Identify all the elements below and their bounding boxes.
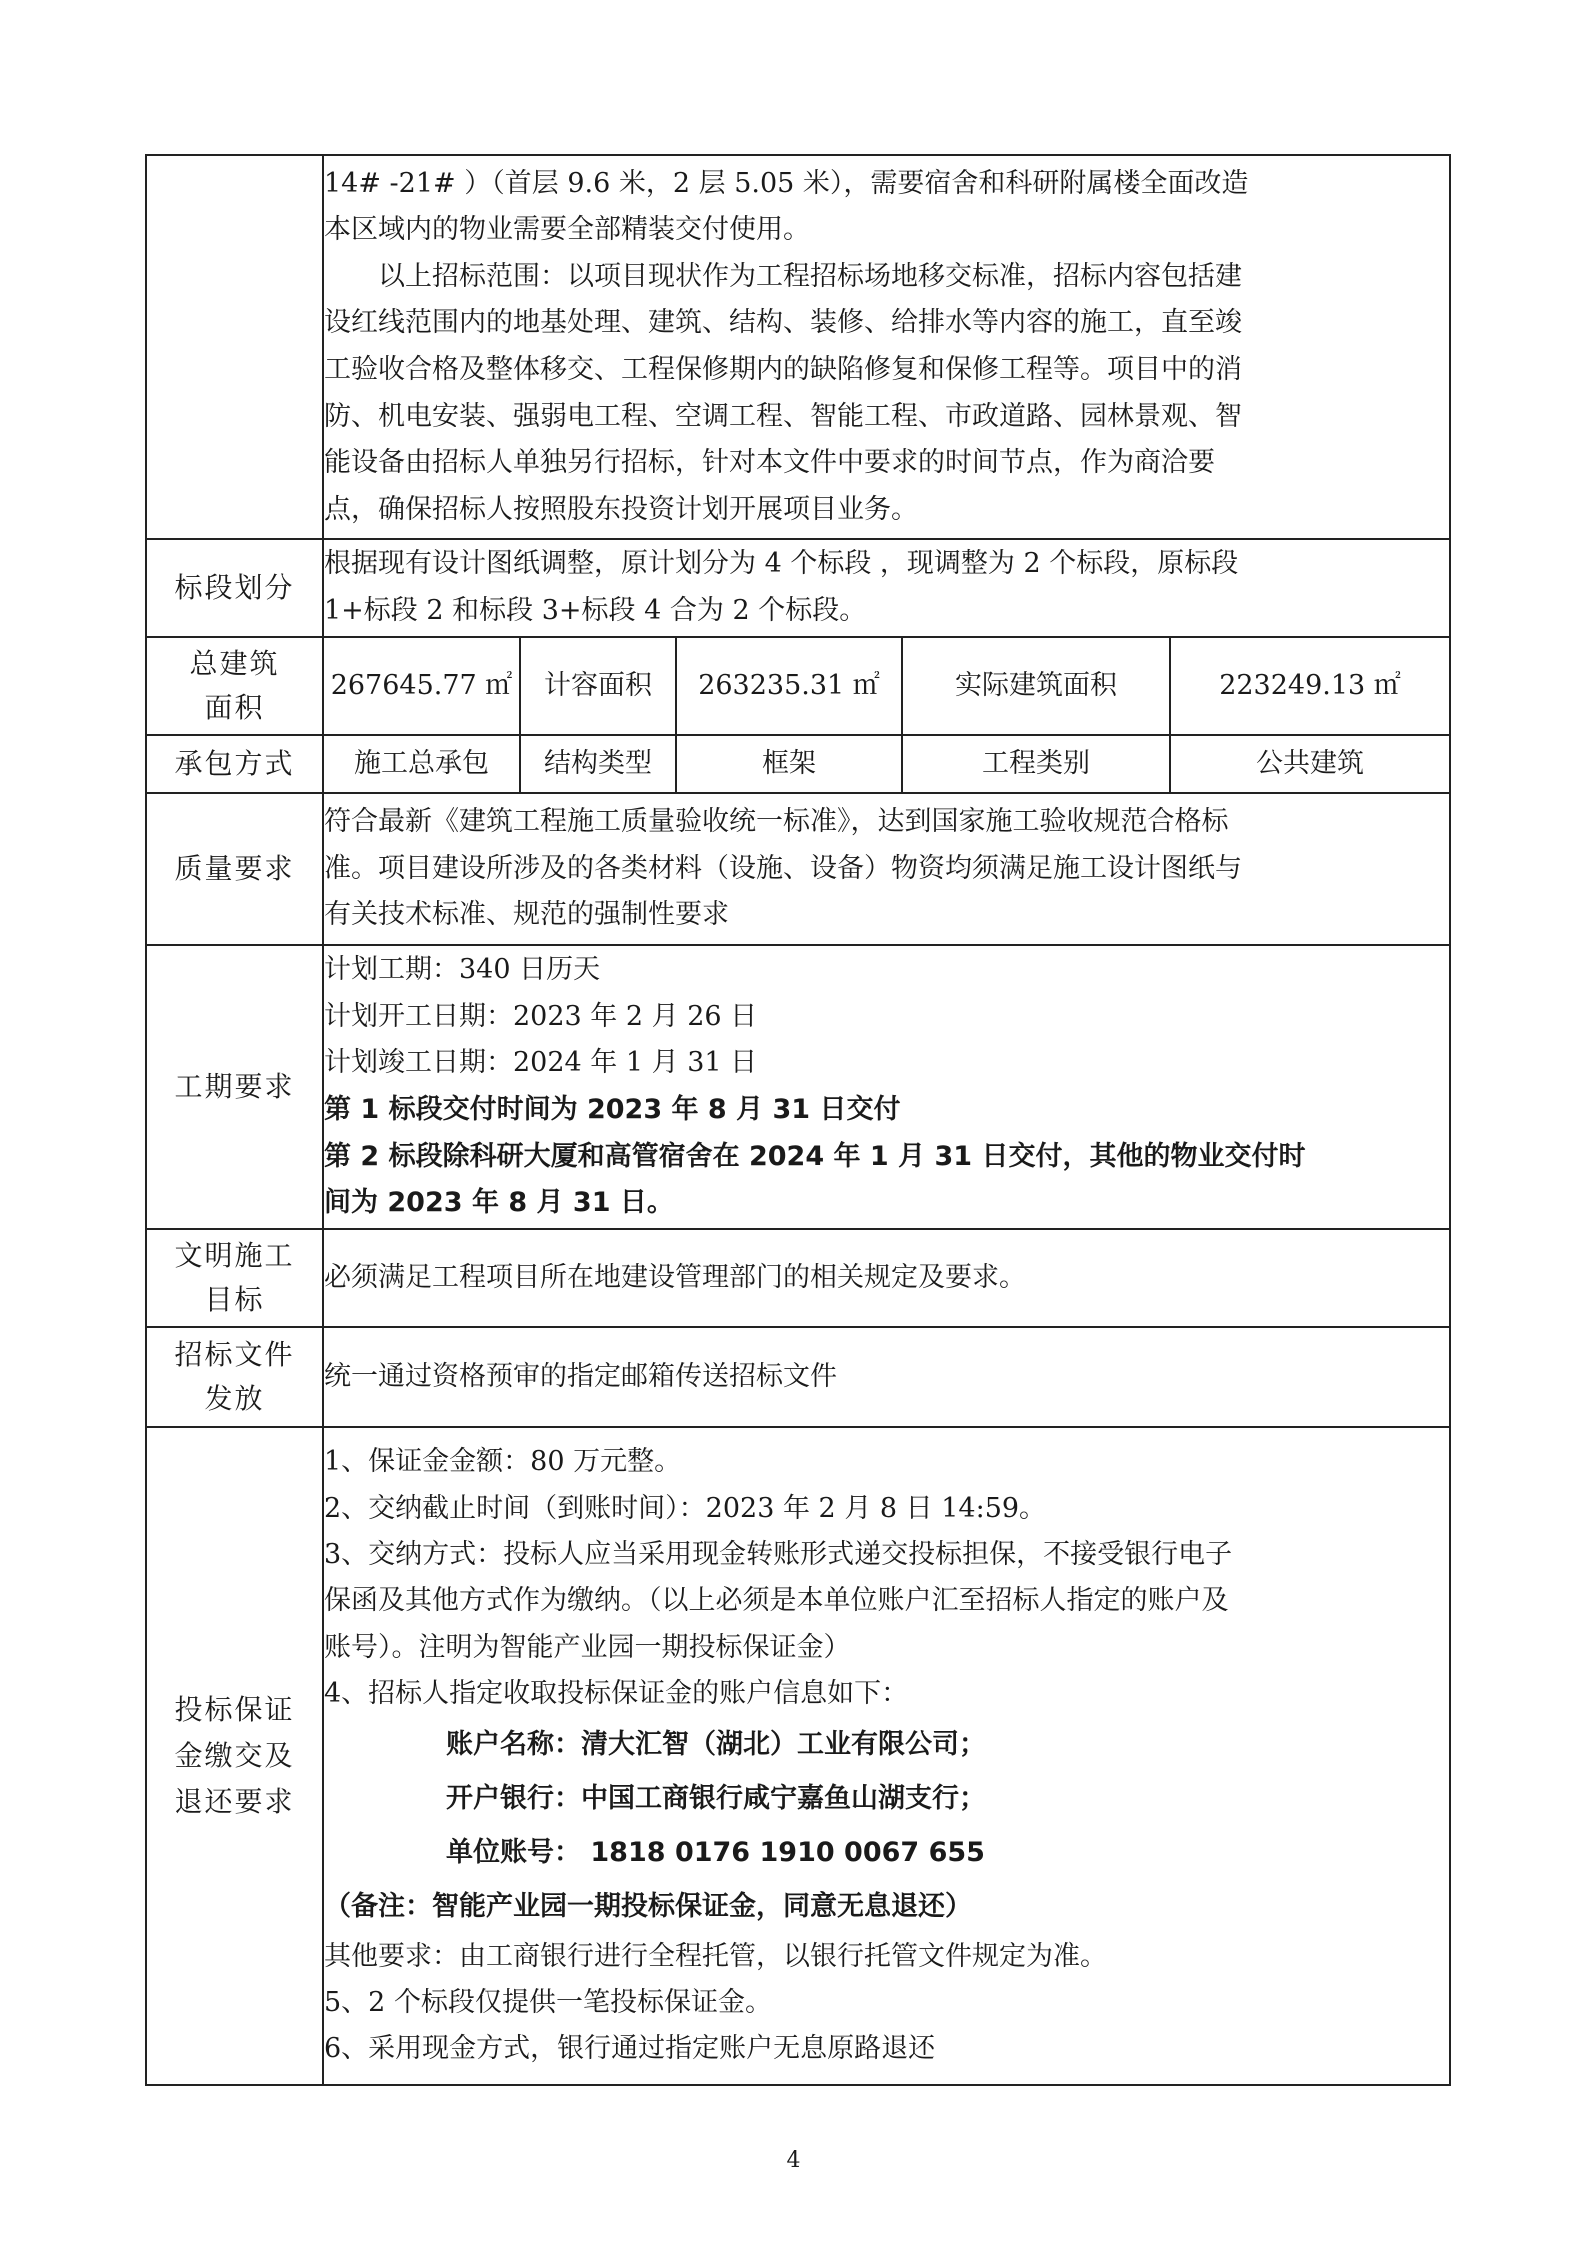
total-area-value: 267645.77 ㎡ — [323, 637, 520, 735]
scope-paragraph-line: 设红线范围内的地基处理、建筑、结构、装修、给排水等内容的施工，直至竣 — [324, 307, 1242, 339]
far-area-label: 计容面积 — [520, 637, 676, 735]
schedule-bold-line: 第 2 标段除科研大厦和高管宿舍在 2024 年 1 月 31 日交付，其他的物业交付时 — [324, 1140, 1306, 1172]
schedule-line: 计划工期：340 日历天 — [324, 954, 601, 986]
schedule-bold-line: 间为 2023 年 8 月 31 日。 — [324, 1187, 674, 1219]
deposit-line: 2、交纳截止时间（到账时间）：2023 年 2 月 8 日 14:59。 — [324, 1492, 1047, 1524]
scope-row — [146, 155, 1450, 539]
account-name: 账户名称：清大汇智（湖北）工业有限公司； — [446, 1728, 986, 1760]
deposit-label — [146, 1427, 323, 2085]
far-area-value: 263235.31 ㎡ — [676, 637, 902, 735]
contract-method-label: 承包方式 — [146, 735, 323, 793]
civilized-row — [146, 1229, 1450, 1327]
contract-row — [146, 735, 1450, 793]
project-category-value: 公共建筑 — [1170, 735, 1450, 793]
section-division-line: 根据现有设计图纸调整，原计划分为 4 个标段 ，现调整为 2 个标段，原标段 — [324, 548, 1239, 580]
quality-label: 质量要求 — [146, 793, 323, 945]
deposit-label-line: 退还要求 — [174, 1785, 295, 1818]
civilized-label-line: 文明施工 — [174, 1239, 295, 1272]
section-division-line: 1+标段 2 和标段 3+标段 4 合为 2 个标段。 — [324, 595, 867, 626]
scope-text-cell — [323, 155, 1450, 539]
civilized-label — [146, 1229, 323, 1327]
contract-method-value: 施工总承包 — [323, 735, 520, 793]
deposit-label-line: 投标保证 — [174, 1693, 295, 1726]
deposit-line: 5、2 个标段仅提供一笔投标保证金。 — [324, 1987, 772, 2019]
project-category-label: 工程类别 — [902, 735, 1170, 793]
quality-line: 符合最新《建筑工程施工质量验收统一标准》，达到国家施工验收规范合格标 — [324, 806, 1229, 838]
total-area-label — [146, 637, 323, 735]
quality-text — [323, 793, 1450, 945]
bid-doc-label-line: 发放 — [204, 1382, 265, 1415]
section-division-row — [146, 539, 1450, 637]
bid-doc-text: 统一通过资格预审的指定邮箱传送招标文件 — [323, 1327, 1450, 1427]
quality-row — [146, 793, 1450, 945]
bid-doc-label-line: 招标文件 — [174, 1338, 295, 1371]
total-area-label-line: 面积 — [204, 691, 265, 724]
schedule-line: 计划竣工日期：2024 年 1 月 31 日 — [324, 1047, 758, 1079]
structure-type-label: 结构类型 — [520, 735, 676, 793]
deposit-line: 1、保证金金额：80 万元整。 — [324, 1446, 682, 1478]
scope-paragraph-line: 能设备由招标人单独另行招标，针对本文件中要求的时间节点，作为商洽要 — [324, 447, 1215, 479]
scope-paragraph-line: 以上招标范围：以项目现状作为工程招标场地移交标准，招标内容包括建 — [378, 260, 1242, 292]
section-division-label: 标段划分 — [146, 539, 323, 637]
civilized-text: 必须满足工程项目所在地建设管理部门的相关规定及要求。 — [323, 1229, 1450, 1327]
account-number: 单位账号： 1818 0176 1910 0067 655 — [446, 1836, 985, 1868]
deposit-line: 保函及其他方式作为缴纳。（以上必须是本单位账户汇至招标人指定的账户及 — [324, 1585, 1229, 1617]
deposit-line: 3、交纳方式：投标人应当采用现金转账形式递交投标担保，不接受银行电子 — [324, 1538, 1233, 1570]
scope-paragraph-line: 点，确保招标人按照股东投资计划开展项目业务。 — [324, 493, 918, 525]
civilized-label-line: 目标 — [204, 1283, 265, 1316]
scope-label-cell — [146, 155, 323, 539]
total-area-label-line: 总建筑 — [189, 647, 280, 680]
schedule-row — [146, 945, 1450, 1229]
quality-line: 有关技术标准、规范的强制性要求 — [324, 899, 729, 931]
quality-line: 准。项目建设所涉及的各类材料（设施、设备）物资均须满足施工设计图纸与 — [324, 852, 1242, 884]
actual-area-value: 223249.13 ㎡ — [1170, 637, 1450, 735]
deposit-line: 其他要求：由工商银行进行全程托管，以银行托管文件规定为准。 — [324, 1940, 1107, 1972]
deposit-label-line: 金缴交及 — [174, 1739, 295, 1772]
schedule-line: 计划开工日期：2023 年 2 月 26 日 — [324, 1000, 758, 1032]
deposit-line: 4、招标人指定收取投标保证金的账户信息如下： — [324, 1678, 909, 1710]
area-row — [146, 637, 1450, 735]
scope-line: 本区域内的物业需要全部精装交付使用。 — [324, 214, 810, 246]
bid-doc-row — [146, 1327, 1450, 1427]
bank-name: 开户银行：中国工商银行咸宁嘉鱼山湖支行； — [446, 1782, 986, 1814]
schedule-bold-line: 第 1 标段交付时间为 2023 年 8 月 31 日交付 — [324, 1094, 901, 1125]
actual-area-label: 实际建筑面积 — [902, 637, 1170, 735]
structure-type-value: 框架 — [676, 735, 902, 793]
schedule-text — [323, 945, 1450, 1229]
bid-doc-label — [146, 1327, 323, 1427]
scope-paragraph-line: 工验收合格及整体移交、工程保修期内的缺陷修复和保修工程等。项目中的消 — [324, 354, 1242, 385]
section-division-text — [323, 539, 1450, 637]
page-number: 4 — [786, 2148, 801, 2173]
deposit-text — [323, 1427, 1450, 2085]
deposit-line: 6、采用现金方式，银行通过指定账户无息原路退还 — [324, 2033, 936, 2065]
deposit-line: 账号）。注明为智能产业园一期投标保证金） — [324, 1631, 851, 1663]
deposit-row — [146, 1427, 1450, 2085]
deposit-note: （备注：智能产业园一期投标保证金，同意无息退还） — [324, 1890, 972, 1922]
tender-info-table — [145, 154, 1451, 2086]
schedule-label: 工期要求 — [146, 945, 323, 1229]
scope-paragraph-line: 防、机电安装、强弱电工程、空调工程、智能工程、市政道路、园林景观、智 — [324, 400, 1242, 432]
scope-line: 14# -21# ）（首层 9.6 米，2 层 5.05 米），需要宿舍和科研附属楼全面改造 — [324, 167, 1249, 199]
